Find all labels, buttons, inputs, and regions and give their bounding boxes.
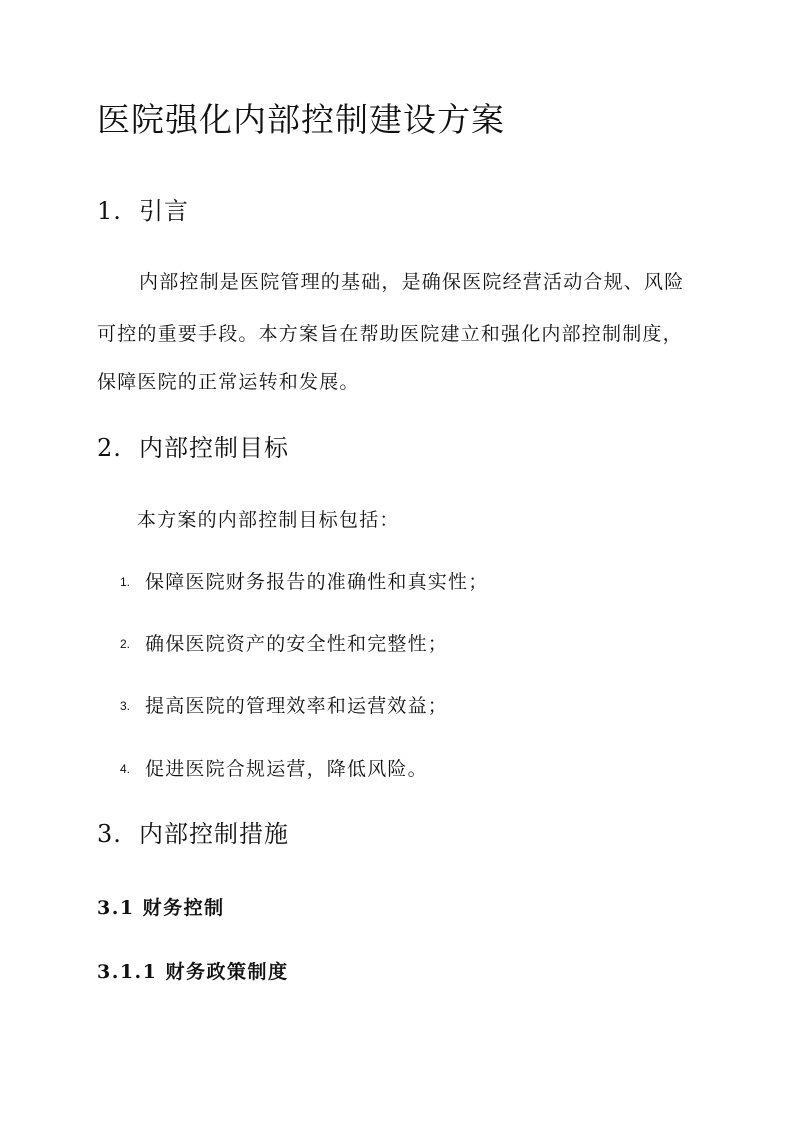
- section-3-title: 内部控制措施: [139, 820, 289, 848]
- list-item-4-number: 4.: [120, 762, 131, 776]
- section-1-paragraph-line-2: 可控的重要手段。本方案旨在帮助医院建立和强化内部控制制度，: [97, 323, 683, 345]
- list-item-2-text: 确保医院资产的安全性和完整性；: [145, 633, 449, 655]
- list-item-1-number: 1.: [120, 575, 131, 589]
- document-title: 医院强化内部控制建设方案: [97, 100, 505, 139]
- list-item-1-text: 保障医院财务报告的准确性和真实性；: [145, 571, 489, 593]
- section-1-number: 1.: [97, 197, 122, 225]
- list-item-4-text: 促进医院合规运营，降低风险。: [145, 758, 428, 780]
- list-item-3-text: 提高医院的管理效率和运营效益；: [145, 695, 449, 717]
- section-2-number: 2.: [97, 434, 122, 462]
- section-1-heading: [97, 194, 189, 228]
- section-2-intro: 本方案的内部控制目标包括：: [137, 509, 400, 531]
- section-1-title: 引言: [139, 197, 189, 225]
- section-1-paragraph-line-3: 保障医院的正常运转和发展。: [97, 371, 360, 393]
- section-2-heading: [97, 431, 289, 465]
- section-1-paragraph-line-1: 内部控制是医院管理的基础，是确保医院经营活动合规、风险: [139, 271, 685, 293]
- section-3-number: 3.: [97, 820, 122, 848]
- subsection-3-1-heading: 3.1 财务控制: [97, 897, 225, 919]
- section-3-heading: [97, 817, 289, 851]
- subsection-3-1-1-heading: 3.1.1 财务政策制度: [97, 961, 289, 983]
- section-2-title: 内部控制目标: [139, 434, 289, 462]
- list-item-3-number: 3.: [120, 699, 131, 713]
- list-item-2-number: 2.: [120, 637, 131, 651]
